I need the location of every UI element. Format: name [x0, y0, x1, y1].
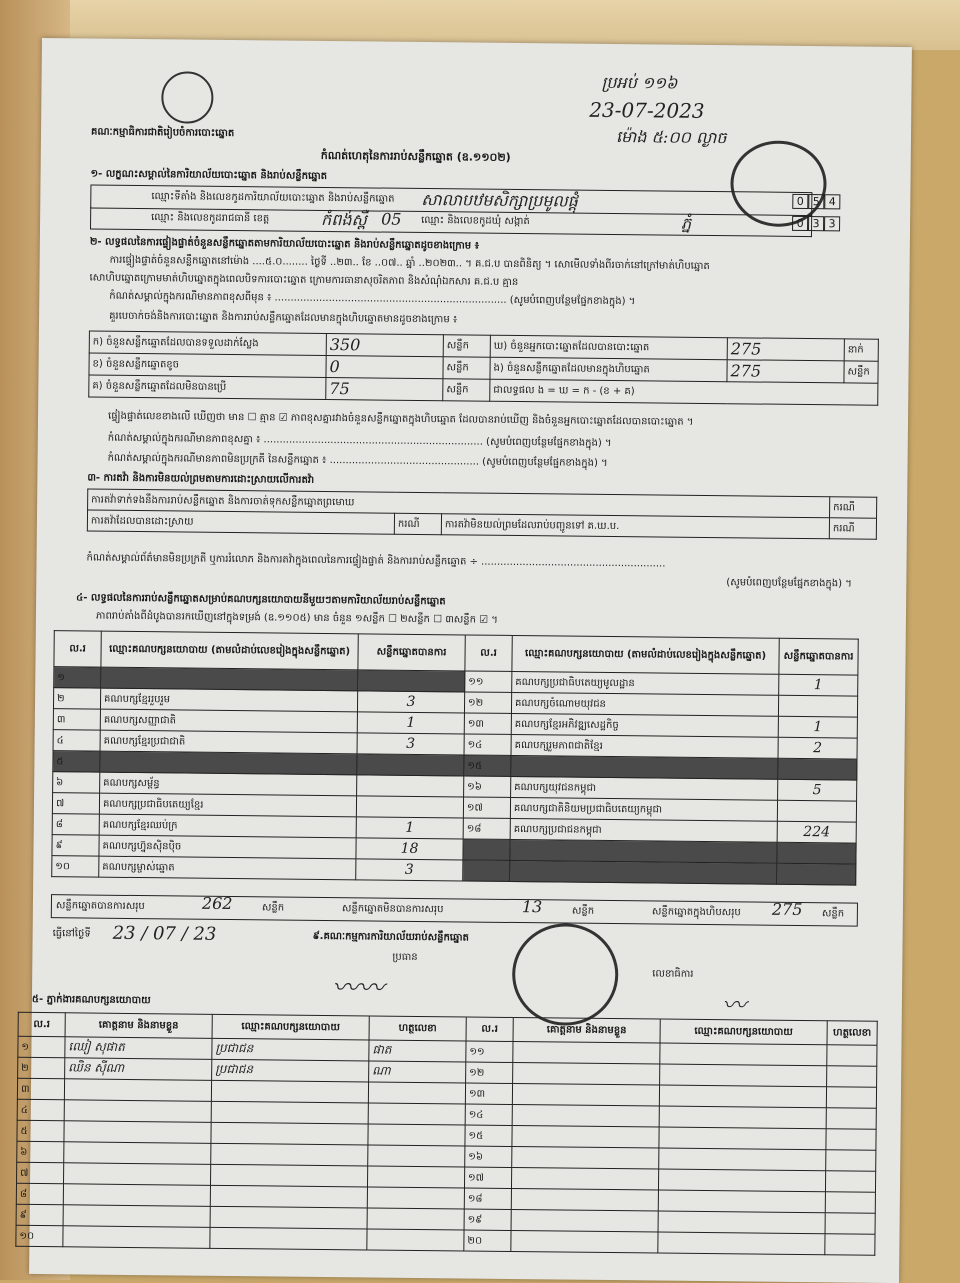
top-code-digit: 0 [792, 194, 808, 209]
result-no: ៩ [52, 835, 99, 856]
agent-sign [367, 1187, 464, 1209]
result-votes [358, 670, 465, 692]
agent-no: ៧ [17, 1162, 64, 1183]
agent-sign [825, 1171, 875, 1193]
count-unit: នាក់ [844, 339, 878, 361]
agent-no: ២០ [464, 1230, 511, 1251]
result-votes: 1 [778, 716, 857, 738]
agent-sign [367, 1166, 464, 1188]
section2-line-b: សោហិបឆ្នោតក្រោមមាត់ហិបឆ្នោតក្នុងពេលបិទការបោះឆ្នោត ក្រោមការធានាសុចរិតភាព និងសំណុំឯកសារ គ.ជ.ប គ្មាន [89, 272, 519, 289]
result-name: គណបក្សខ្មែរអភិវឌ្ឍសេដ្ឋកិច្ច [511, 713, 778, 737]
agent-party [211, 1143, 368, 1166]
result-no: ១១ [465, 671, 512, 692]
code-digit: 3 [808, 216, 824, 231]
agent-sign [827, 1045, 877, 1067]
result-name [101, 667, 358, 691]
result-name: គណបក្សប្រជាជនកម្ពុជា [510, 818, 777, 842]
agent-party: ប្រជាជន [212, 1059, 369, 1082]
total-invalid-unit: សន្លឹក [571, 905, 595, 917]
handwritten-date: 23-07-2023 [589, 97, 705, 123]
agent-party [660, 1043, 827, 1066]
result-name: គណបក្សសញ្ញាជាតិ [100, 709, 357, 733]
agent-sign [368, 1145, 465, 1167]
result-name: គណបក្សខ្មែរឈប់ក្រ [99, 814, 356, 838]
agent-name [512, 1125, 659, 1148]
agent-name [512, 1146, 659, 1169]
results-table [51, 630, 859, 885]
agent-party [659, 1127, 826, 1150]
result-votes: 2 [778, 737, 857, 759]
result-votes [778, 695, 857, 717]
agent-sign [826, 1129, 876, 1151]
result-no: ១៣ [464, 713, 511, 734]
section1-heading: ១- លក្ខណះសម្គាល់នៃការិយាល័យបោះឆ្នោត និងរាប់សន្លឹកឆ្នោត [90, 168, 328, 182]
agent-no: ១៣ [465, 1083, 512, 1104]
count-unit: សន្លឹក [443, 357, 490, 379]
agent-name [511, 1188, 658, 1211]
top-code-digit: 5 [808, 194, 824, 209]
col-votes: សន្លឹកឆ្នោតបានការ [358, 634, 465, 671]
result-no: ៥ [53, 751, 100, 772]
result-no: ២ [53, 688, 100, 709]
commune-value: ភ្នំ [680, 213, 692, 233]
agent-no: ១២ [466, 1062, 513, 1083]
total-box-unit: សន្លឹក [821, 908, 845, 920]
commune-label: ឈ្មោះ និងលេខកូដឃុំ សង្កាត់ [421, 214, 530, 228]
col-party: ឈ្មោះគណបក្សនយោបាយ (តាមលំដាប់លេខរៀងក្នុងសន្លឹកឆ្នោត) [512, 635, 779, 674]
result-name: គណបក្សយុវជនកម្ពុជា [511, 776, 778, 800]
agent-name [64, 1079, 211, 1102]
complaint-label: ការតវ៉ាទាក់ទងនឹងការរាប់សន្លឹកឆ្នោត និងការចាត់ទុកសន្លឹកឆ្នោតព្រមោឃ [88, 489, 830, 518]
result-votes [777, 800, 856, 822]
total-invalid-label: សន្លឹកឆ្នោតមិនបានការសរុប [341, 903, 444, 916]
agent-name [511, 1167, 658, 1190]
agent-party [210, 1164, 367, 1187]
agent-sign [826, 1087, 876, 1109]
result-votes: 3 [357, 733, 464, 755]
agent-no: ៤ [17, 1099, 64, 1120]
agent-party [211, 1122, 368, 1145]
agent-sign [825, 1192, 875, 1214]
section3-heading: ៣- ការតវ៉ា និងការមិនយល់ព្រមតាមការដោះស្រាយលើការតវ៉ា [87, 472, 315, 486]
agent-sign [368, 1082, 465, 1104]
total-valid-value: 262 [201, 893, 233, 914]
result-votes [357, 754, 464, 776]
col-no: ល.រ [18, 1012, 65, 1036]
form-title: កំណត់ហេតុនៃការរាប់សន្លឹកឆ្នោត (ឧ.១១០២) [320, 148, 511, 164]
result-no: ៦ [53, 772, 100, 793]
col-no: ល.រ [465, 635, 512, 671]
agent-no: ៨ [16, 1183, 63, 1204]
count-label: គ) ចំនួនសន្លឹកឆ្នោតដែលមិនបានប្រើ [89, 375, 326, 399]
section2-line-d: គួរបេចាក់ចង់និងការបោះឆ្នោត និងការរាប់សន្លឹកឆ្នោតដែលមានក្នុងហិបឆ្នោតមានដូចខាងក្រោម ៖ [109, 310, 458, 326]
result-name [510, 839, 777, 863]
secretary-label: លេខាធិការ [652, 968, 694, 980]
date-label: ធ្វើនៅថ្ងៃទី [52, 928, 91, 940]
result-votes [777, 842, 856, 864]
col-votes: សន្លឹកឆ្នោតបានការ [779, 638, 858, 675]
code-digit: 3 [824, 216, 840, 231]
agent-name [63, 1184, 210, 1207]
complaint-unit: ករណី [829, 518, 876, 539]
agent-no: ២ [18, 1057, 65, 1078]
agent-party [659, 1106, 826, 1129]
result-votes: 3 [357, 691, 464, 713]
agent-no: ៣ [17, 1078, 64, 1099]
agent-no: ១ [18, 1036, 65, 1057]
result-votes: 1 [356, 817, 463, 839]
col-no: ល.រ [466, 1017, 513, 1041]
form-document [19, 38, 912, 1283]
col-party: ឈ្មោះគណបក្សនយោបាយ [212, 1014, 369, 1040]
agent-party [210, 1206, 367, 1229]
agent-party [659, 1085, 826, 1108]
result-no: ៨ [52, 814, 99, 835]
agent-sign [367, 1208, 464, 1230]
result-name: គណបក្សរួមភាពជាតិខ្មែរ [511, 734, 778, 758]
agent-no: ៩ [16, 1204, 63, 1225]
result-name: គណបក្សជាតិនិយមប្រជាធិបតេយ្យកម្ពុជា [510, 797, 777, 821]
count-table [88, 331, 879, 406]
agent-name [64, 1163, 211, 1186]
result-no: ១៥ [464, 755, 511, 776]
count-value: 75 [326, 377, 443, 400]
result-votes: 3 [356, 859, 463, 881]
agent-no: ១៦ [465, 1146, 512, 1167]
result-no [463, 860, 510, 881]
agent-no: ១៧ [464, 1167, 511, 1188]
count-unit: សន្លឹក [443, 335, 490, 357]
agent-party [658, 1190, 825, 1213]
totals-row [51, 894, 858, 926]
count-label: ង) ចំនួនសន្លឹកឆ្នោតដែលមានក្នុងហិបឆ្នោត [490, 357, 727, 381]
agent-no: ១៨ [464, 1188, 511, 1209]
agent-party [211, 1101, 368, 1124]
section2-note2: កំណត់សម្គាល់ក្នុងករណីមានភាពមិនប្រក្រតី នៃសន្លឹកឆ្នោត ៖ ............................................... (សូមបំពេញបន្ថែមផ្នែកខាងក្នុង) ។ [107, 452, 608, 469]
agent-sign [825, 1213, 875, 1235]
agent-name [63, 1226, 210, 1249]
secretary-signature: 〰 [721, 991, 747, 1020]
agent-party [658, 1232, 825, 1255]
result-no: ១៧ [463, 797, 510, 818]
result-votes: 18 [356, 838, 463, 860]
result-name: គណបក្សខ្មែររួបរួម [100, 688, 357, 712]
agent-name: ឈិន ស៊ីណា [65, 1058, 212, 1081]
agent-party [211, 1080, 368, 1103]
official-stamp-bottom [512, 923, 619, 1026]
result-name: គណបក្សប្រជាធិបតេយ្យមូលដ្ឋាន [512, 671, 779, 695]
agent-sign: ផាត [369, 1040, 466, 1062]
section4-intro: ភាពរាប់តាំងពីដំបូងបានរកឃើញនៅក្នុងទម្រង់ (ឧ.១១០៥) មាន ចំនួន ១សន្លឹក ☐ ២សន្លឹក ☐ ៣សន្លឹក ☑ ។ [95, 610, 498, 626]
agent-sign: ណា [369, 1061, 466, 1083]
result-votes: 1 [779, 674, 858, 696]
result-votes [357, 775, 464, 797]
result-no: ៣ [53, 709, 100, 730]
agent-no: ១៥ [465, 1125, 512, 1146]
agent-party: ប្រជាជន [212, 1038, 369, 1061]
count-value: 275 [727, 360, 844, 383]
handwritten-box-number: ប្រអប់ ១១៦ [601, 72, 678, 93]
agent-name [513, 1062, 660, 1085]
section2-line-c: កំណត់សម្គាល់ក្នុងករណីមានភាពខុសពីមុន ៖ ......................................................................... (សូមបំពេញបន្ថែមផ្នែកខាងក្នុង) ។ [109, 290, 636, 308]
result-name: គណបក្សខ្មែរប្រជាជាតិ [100, 730, 357, 754]
complaint-unit: ករណី [830, 497, 877, 518]
committee-emblem-icon [161, 71, 214, 124]
section2-line-a: ការផ្ទៀងផ្ទាត់ចំនួនសន្លឹកឆ្នោតនៅម៉ោង ....៥.០........ ថ្ងៃទី ..២៣.. ខែ ..០៧.. ឆ្នាំ ..២០២៣.. ។ គ.ជ.ប បានពិនិត្យ ។ សោមើលទាំងពីរចាក់នៅក្រៅមាត់ហិបឆ្នោត [109, 254, 710, 273]
agent-sign [825, 1234, 875, 1256]
agent-no: ១០ [16, 1225, 63, 1246]
agent-name [513, 1041, 660, 1064]
chief-label: ប្រធាន [392, 951, 418, 963]
complaint-unit: ករណី [394, 513, 441, 534]
agent-no: ១៤ [465, 1104, 512, 1125]
complaint-label: ការតវ៉ាមិនយល់ព្រមដែលរាប់បញ្ជូនទៅ គ.ឃ.ប. [441, 514, 829, 539]
province-code: 05 [381, 209, 402, 229]
result-no: ៤ [53, 730, 100, 751]
agent-name [512, 1083, 659, 1106]
complaint-table [87, 488, 877, 539]
agent-party [659, 1148, 826, 1171]
agent-name [511, 1230, 658, 1253]
result-name: គណបក្សម្ចាស់ឆ្នោត [99, 856, 356, 880]
agent-sign [826, 1150, 876, 1172]
col-party: ឈ្មោះគណបក្សនយោបាយ (តាមលំដាប់លេខរៀងក្នុងសន្លឹកឆ្នោត) [101, 631, 358, 670]
result-votes: 5 [778, 779, 857, 801]
agent-party [658, 1211, 825, 1234]
result-name: គណបក្សប្រជាធិបតេយ្យខ្មែរ [99, 793, 356, 817]
agents-table [15, 1012, 877, 1256]
agent-sign [368, 1103, 465, 1125]
count-unit: សន្លឹក [844, 361, 878, 383]
section4-heading: ៤- លទ្ធផលនៃការរាប់សន្លឹកឆ្នោតសម្រាប់គណបក្សនយោបាយនីមួយៗតាមការិយាល័យរាប់សន្លឹកឆ្នោត [76, 592, 446, 608]
total-valid-unit: សន្លឹក [261, 902, 285, 914]
count-label: ខ) ចំនួនសន្លឹកឆ្នោតខូច [89, 353, 326, 377]
result-no: ១២ [464, 692, 511, 713]
chief-signature: 〰〰 [331, 973, 385, 1004]
total-invalid-value: 13 [521, 897, 543, 917]
col-name: គោត្តនាម និងនាមខ្លួន [65, 1013, 212, 1039]
count-value: 275 [727, 338, 844, 361]
col-name: គោត្តនាម និងនាមខ្លួន [513, 1017, 660, 1043]
result-votes [777, 863, 856, 885]
office-label: ឈ្មោះទីតាំង និងលេខកូដការិយាល័យបោះឆ្នោត និងរាប់សន្លឹកឆ្នោត [151, 191, 395, 205]
result-no [463, 839, 510, 860]
result-votes [356, 796, 463, 818]
agent-name: ឈៀ សុផាត [65, 1037, 212, 1060]
committee-name: គណៈកម្មាធិការជាតិរៀបចំការបោះឆ្នោត [90, 126, 235, 140]
agent-no: ១១ [466, 1041, 513, 1062]
result-no: ១ [54, 667, 101, 688]
col-sign: ហត្ថលេខា [369, 1016, 466, 1041]
results-body [52, 667, 858, 885]
count-label: ឃ) ចំនួនអ្នកបោះឆ្នោតដែលបានបោះឆ្នោត [490, 335, 727, 359]
agent-sign [367, 1229, 464, 1251]
agent-no: ៥ [17, 1120, 64, 1141]
result-name: គណបក្សចំណោមយុវជន [511, 692, 778, 716]
agent-name [64, 1100, 211, 1123]
result-name [100, 751, 357, 775]
agent-party [660, 1064, 827, 1087]
count-value: 350 [326, 333, 443, 356]
agent-party [210, 1227, 367, 1250]
agent-name [63, 1205, 210, 1228]
section3-note-end: (សូមបំពេញបន្ថែមផ្នែកខាងក្នុង) ។ [726, 577, 852, 590]
agent-sign [827, 1066, 877, 1088]
agent-no: ៦ [17, 1141, 64, 1162]
agent-name [64, 1121, 211, 1144]
agent-party [210, 1185, 367, 1208]
section2-heading: ២- លទ្ធផលនៃការផ្ទៀងផ្ទាត់ចំនួនសន្លឹកឆ្នោតតាមការិយាល័យបោះឆ្នោត និងរាប់សន្លឹកឆ្នោតដូចខាងក្រោម ៖ [89, 236, 480, 252]
agents-body [16, 1036, 877, 1255]
province-value: កំពង់ស្ពឺ [321, 209, 367, 230]
result-no: ៧ [52, 793, 99, 814]
office-value: សាលាបឋមសិក្សាប្រមូលផ្ដុំ [421, 189, 578, 211]
section5-heading: ៥- ភ្នាក់ងារគណបក្សនយោបាយ [31, 993, 151, 1007]
agent-sign [826, 1108, 876, 1130]
handwritten-time: ម៉ោង ៥:០០ ល្ងាច [615, 127, 727, 148]
agent-sign [368, 1124, 465, 1146]
col-sign: ហត្ថលេខា [827, 1021, 877, 1046]
committee-label: ៩.គណៈកម្មការការិយាល័យរាប់សន្លឹកឆ្នោត [312, 930, 469, 944]
count-value: 0 [326, 355, 443, 378]
result-name [511, 755, 778, 779]
agent-name [511, 1209, 658, 1232]
result-no: ១៨ [463, 818, 510, 839]
complaint-label: ការតវ៉ាដែលបានដោះស្រាយ [87, 510, 394, 534]
agent-name [512, 1104, 659, 1127]
result-name [510, 860, 777, 884]
result-no: ១០ [52, 856, 99, 877]
result-votes: 224 [777, 821, 856, 843]
col-no: ល.រ [54, 631, 101, 667]
result-no: ១៤ [464, 734, 511, 755]
count-unit: សន្លឹក [443, 379, 490, 401]
result-name: គណបក្សសម្ព័ន្ធ [100, 772, 357, 796]
col-party: ឈ្មោះគណបក្សនយោបាយ [660, 1019, 827, 1045]
section3-note: កំណត់សម្គាល់ព័ត៌មានមិនប្រក្រតី ឬការរំលោភ និងការតវ៉ាក្នុងពេលនៃការផ្ទៀងផ្ទាត់ និងការរាប់សន្លឹកឆ្នោត ÷ .......................................................... [86, 552, 666, 570]
total-valid-label: សន្លឹកឆ្នោតបានការសរុប [55, 900, 145, 913]
province-label: ឈ្មោះ និងលេខកូដរាជធានី ខេត្ត [151, 212, 270, 225]
check-line: ផ្ទៀងផ្ទាត់លេខខាងលើ ឃើញថា មាន ☐ គ្មាន ☑ ភាពខុសគ្នារវាងចំនួនសន្លឹកឆ្នោតក្នុងហិបឆ្នោត ដែលបានរាប់ឃើញ និងចំនួនអ្នកបោះឆ្នោតដែលបានបោះឆ្នោត ។ [107, 410, 694, 428]
result-no: ១៦ [464, 776, 511, 797]
date-value: 23 / 07 / 23 [112, 922, 217, 945]
result-votes [778, 758, 857, 780]
agent-party [658, 1169, 825, 1192]
count-label: ក) ចំនួនសន្លឹកឆ្នោតដែលបានទទួលដាក់ស្លែង [89, 331, 326, 355]
total-box-value: 275 [771, 899, 803, 920]
top-code-digit: 4 [824, 194, 840, 209]
result-name: គណបក្សហ្វ៊ុនស៊ិនប៉ិច [99, 835, 356, 859]
result-votes: 1 [357, 712, 464, 734]
agent-name [64, 1142, 211, 1165]
total-box-label: សន្លឹកឆ្នោតក្នុងហិបសរុប [651, 906, 741, 919]
section2-note1: កំណត់សម្គាល់ក្នុងករណីមានភាពខុសគ្នា ៖ ..................................................................... (សូមបំពេញបន្ថែមផ្នែកខាងក្នុង) ។ [107, 432, 612, 449]
count-formula: ជាលទ្ធផល ង = ឃ = ក - (ខ + គ) [490, 379, 878, 405]
code-digit: 0 [792, 216, 808, 231]
agent-no: ១៩ [464, 1209, 511, 1230]
